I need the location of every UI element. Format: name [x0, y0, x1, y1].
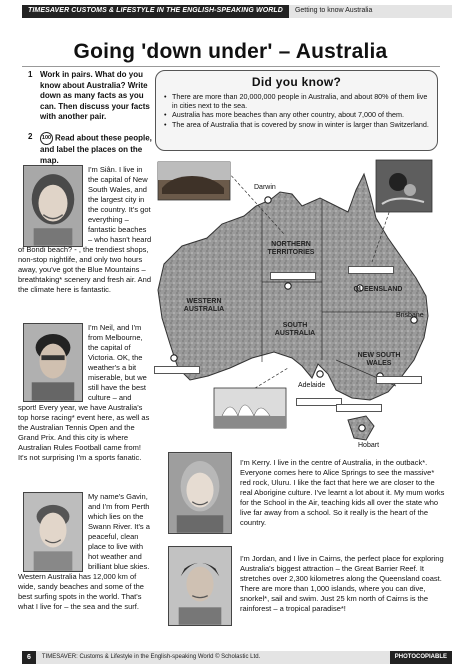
paragraph-neil [18, 323, 152, 463]
australia-map [152, 154, 446, 452]
header-bar [22, 5, 452, 18]
city-label-brisbane: Brisbane [396, 312, 424, 319]
paragraph-neil-rest: sport! Every year, we have Australia's top horse racing* event here, as well as the Australian Tennis Open and the Grand Prix. And this city is where Australian Rules Football came from! It's not surprising I'm a sports fanatic. [18, 403, 150, 462]
cd-track-icon: 100 [40, 132, 53, 145]
region-label-wa: WESTERN AUSTRALIA [183, 298, 225, 313]
paragraph-kerry [240, 458, 445, 528]
title-divider [22, 66, 440, 67]
region-label-nt: NORTHERN TERRITORIES [267, 241, 315, 256]
fact-item: • Australia has more beaches than any other country, about 7,000 of them. [164, 110, 429, 119]
paragraph-sian-rest: of Bondi beach? - , the trendiest shops, non-stop nightlife, and only two hours away, you've got the Blue Mountains – breathtaking* scenery and fresh air. And the climate here is fantastic. [18, 245, 152, 294]
region-label-qld: QUEENSLAND [353, 286, 403, 293]
did-you-know-title: Did you know? [251, 75, 342, 89]
paragraph-kerry-text: I'm Kerry. I live in the centre of Australia, in the outback*. Everyone comes here to Alice Springs to see the massive* red rock, Uluru. I like the fact that here we are closer to the real Aborigine culture. I've learnt a lot about it. My mum works for the School in the Air, teaching kids all over the state who live far away from a school. So it really is the heart of the country. [240, 458, 445, 527]
answer-box[interactable] [376, 376, 422, 384]
city-label-hobart: Hobart [358, 442, 380, 449]
page-number: 6 [22, 651, 36, 664]
city-label-adelaide: Adelaide [298, 382, 326, 389]
answer-box[interactable] [154, 366, 200, 374]
task-1-number: 1 [28, 70, 33, 79]
photocopiable-badge: PHOTOCOPIABLE [390, 651, 452, 664]
task-1 [28, 70, 156, 123]
task-2-number: 2 [28, 132, 33, 141]
series-title: TIMESAVER CUSTOMS & LIFESTYLE IN THE ENGLISH-SPEAKING WORLD [22, 5, 289, 18]
photo-kerry [168, 452, 232, 534]
fact-item: • The area of Australia that is covered by snow in winter is larger than Switzerland. [164, 120, 429, 129]
did-you-know-box [155, 70, 438, 151]
fact-list [164, 92, 429, 129]
paragraph-gavin-rest: Western Australia has 12,000 km of wide, sandy beaches and some of the best surfing spots in the world. That's what I live for – the sea and the surf. [18, 572, 144, 611]
region-label-nsw: NEW SOUTH WALES [357, 352, 401, 367]
paragraph-jordan [240, 554, 445, 614]
city-label-darwin: Darwin [254, 184, 276, 191]
answer-box[interactable] [348, 266, 394, 274]
paragraph-sian [18, 165, 152, 295]
task-2-body [40, 132, 156, 166]
page-title: Going 'down under' – Australia [73, 40, 388, 63]
region-label-sa: SOUTH AUSTRALIA [274, 322, 316, 337]
answer-box[interactable] [336, 404, 382, 412]
fact-item: • There are more than 20,000,000 people in Australia, and about 80% of them live in cities next to the sea. [164, 92, 429, 110]
photo-jordan [168, 546, 232, 626]
paragraph-neil-wrap: I'm Neil, and I'm from Melbourne, the capital of Victoria. OK, the weather's a bit miserable, but we still have the best culture – and [88, 323, 147, 402]
paragraph-jordan-text: I'm Jordan, and I live in Cairns, the perfect place for exploring Australia's biggest attraction – the Great Barrier Reef. It stretches over 2,300 kilometres along the Queensland coast. There are more than 1,000 islands, where you can dive, snorkel*, sail and swim. Just 25 km north of Cairns is the rainforest – a tropical paradise*! [240, 554, 444, 613]
section-title: Getting to know Australia [289, 5, 452, 18]
task-1-text: Work in pairs. What do you know about Australia? Write down as many facts as you can. Then discuss your facts with another pair. [40, 70, 150, 121]
paragraph-gavin-wrap: My name's Gavin, and I'm from Perth which lies on the Swann River. It's a peaceful, clean place to live with hot weather and brilliant blue skies. [88, 492, 150, 571]
task-2-text: Read about these people, and label the places on the map. [40, 133, 152, 165]
answer-box[interactable] [270, 272, 316, 280]
paragraph-sian-wrap: I'm Siân. I live in the capital of New South Wales, and the largest city in the country. It's got everything – fantastic beaches – who hasn't heard [88, 165, 152, 244]
paragraph-gavin [18, 492, 152, 612]
footer-bar [22, 651, 452, 664]
task-2 [28, 132, 156, 166]
footer-credit: TIMESAVER: Customs & Lifestyle in the English-speaking World © Scholastic Ltd. [36, 651, 390, 664]
